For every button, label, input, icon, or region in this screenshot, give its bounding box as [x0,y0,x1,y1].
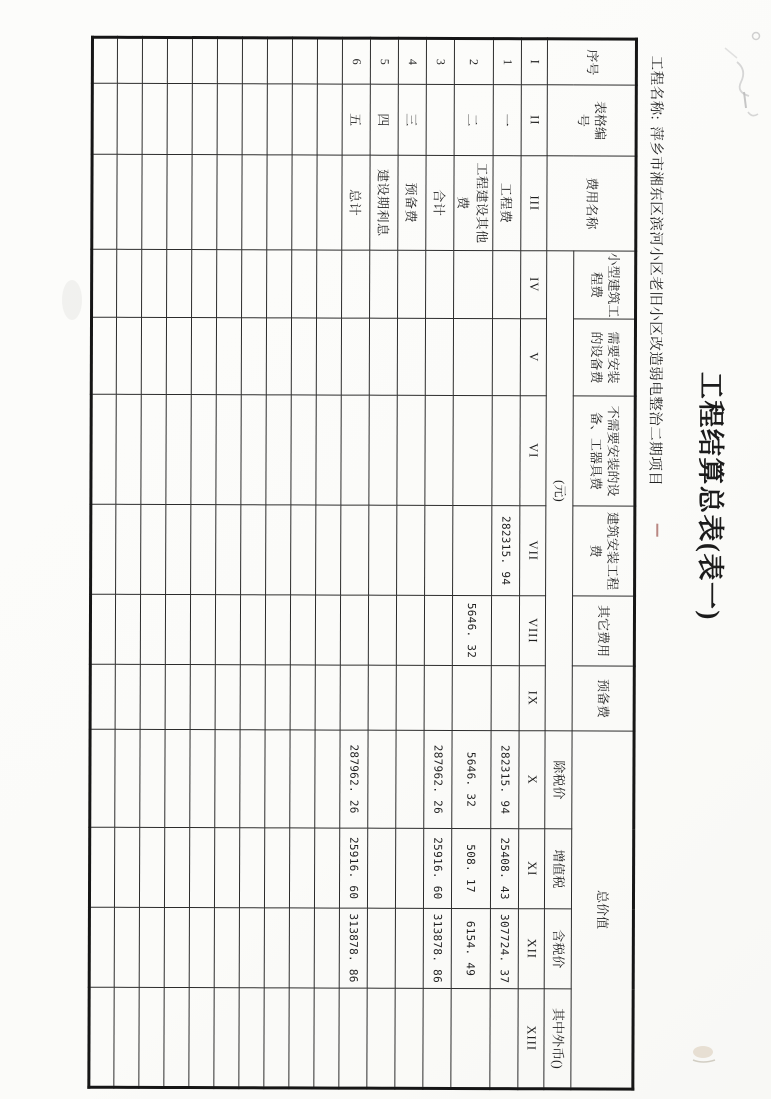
document-sheet [94,36,748,1090]
blank-row [239,38,268,1088]
cost-col-header-equipment-install: 需要安装 的设备费 [573,319,635,396]
cell-fee-name: 建设期利息 [370,155,398,250]
blank-row [164,37,193,1087]
cost-col-header-equipment-noninstall: 不需要安装的设 备、工器具费 [573,396,635,506]
page-title: 工程结算总表(表一) [694,371,726,621]
table-row [423,38,455,1088]
blank-row [214,38,243,1088]
table-row [339,38,371,1088]
roman-numeral-cell: V [520,319,546,396]
cell-serial: 5 [370,38,398,84]
cost-col-header-small-construction: 小型建筑工 程费 [574,251,636,319]
cell-value [369,395,397,505]
cell-form-code: 四 [370,84,398,155]
cell-value [454,250,493,318]
cell-value [397,505,425,595]
cell-value: 282315. 94 [491,731,519,829]
roman-numeral-cell: IV [521,251,547,319]
cell-value [342,250,370,318]
cell-value: 313878. 86 [339,908,367,988]
cell-value: 5646. 32 [452,595,491,665]
cell-value: 307724. 37 [490,909,518,989]
blank-row [139,37,168,1087]
cell-value: 282315. 94 [492,506,520,596]
cell-value [424,665,452,730]
cost-col-header-other-fees: 其它费用 [572,596,634,666]
settlement-table [87,36,638,1091]
cell-value: 313878. 86 [423,908,451,988]
cell-value [453,505,492,595]
cell-value: 508. 17 [451,828,490,908]
cell-value: 25408. 43 [490,829,518,909]
cell-value [367,828,395,908]
cell-value [395,988,423,1088]
cell-value [491,596,519,666]
roman-numeral-cell: VIII [519,596,545,666]
cell-serial: 3 [426,38,454,84]
cell-value: 287962. 26 [424,730,452,828]
cell-value: 5646. 32 [452,730,491,828]
cell-fee-name: 工程费 [493,156,521,251]
cell-value [395,828,423,908]
unit-yuan-cell: (元) [545,251,574,731]
blank-row [289,38,318,1088]
header-row-names [571,39,637,1089]
blank-row [89,37,118,1087]
cell-value [340,665,368,730]
cell-value [369,505,397,595]
cell-value [492,319,520,396]
roman-numeral-cell: VI [520,396,546,506]
roman-numeral-cell: II [521,85,547,156]
cell-value: 6154. 49 [451,908,490,988]
table-row [451,38,494,1088]
cell-value [453,395,492,505]
cell-value [396,730,424,828]
cell-fee-name: 合计 [426,155,454,250]
cell-form-code: 二 [454,84,493,155]
cell-value [426,250,454,318]
cell-value [425,395,453,505]
cell-value [396,595,424,665]
total-col-header-extax: 除税价 [545,731,572,829]
total-col-header-foreign: 其中外币() [544,989,571,1089]
roman-numeral-cell: IX [519,666,545,731]
cell-value: 25916. 60 [339,828,367,908]
serial-col-header: 序号 [547,39,636,85]
roman-numeral-cell: XIII [518,989,544,1089]
table-row [395,38,427,1088]
cost-col-header-reserve: 预备费 [572,666,634,731]
cell-serial: 1 [493,39,521,85]
roman-numeral-cell: VII [520,506,546,596]
cell-fee-name: 总计 [342,155,370,250]
cell-value [367,988,395,1088]
roman-numeral-cell: XI [518,829,544,909]
cell-value [367,908,395,988]
cell-value: 287962. 26 [340,730,368,828]
blank-row [189,38,218,1088]
roman-numeral-cell: I [521,39,547,85]
roman-numeral-cell: III [521,156,547,251]
cell-serial: 6 [342,38,370,84]
cell-value [451,988,490,1088]
blank-row [264,38,293,1088]
table-row [367,38,399,1088]
cell-serial: 2 [454,38,493,84]
table-row [490,39,522,1089]
form-code-col-header: 表格编 号 [547,85,636,156]
cell-value [397,395,425,505]
cell-value [397,318,425,395]
cell-value [341,318,369,395]
header-row-roman [518,39,548,1089]
cell-value [453,318,492,395]
cell-value [341,505,369,595]
roman-numeral-cell: X [519,731,545,829]
cell-value [368,595,396,665]
cell-value [493,251,521,319]
cell-value [368,730,396,828]
cell-value [492,396,520,506]
cell-form-code: 五 [342,84,370,155]
cell-value [452,665,491,730]
cell-value [425,318,453,395]
title-underline-mark [656,524,658,537]
cell-value [425,505,453,595]
cell-value [398,250,426,318]
cell-value: 25916. 60 [423,828,451,908]
project-name-line [645,56,668,487]
cell-value [341,395,369,505]
cell-value [340,595,368,665]
cell-value [424,595,452,665]
cell-value [423,988,451,1088]
blank-row [114,37,143,1087]
total-col-header-taxincl: 含税价 [544,909,571,989]
cell-value [395,908,423,988]
cell-form-code [426,84,454,155]
total-value-group-header: 总价值 [571,731,634,1089]
cell-value [490,989,518,1089]
cell-value [369,318,397,395]
cell-fee-name: 工程建设其他费 [454,155,493,250]
cost-col-header-construction-install: 建筑安装工程 费 [573,506,635,596]
cell-serial: 4 [398,38,426,84]
cell-value [370,250,398,318]
project-name-label: 工程名称: [647,55,664,121]
cell-form-code: 三 [398,84,426,155]
cell-value [491,666,519,731]
project-name-value: 萍乡市湘东区滨河小区老旧小区改造弱电整治二期项目 [646,126,664,487]
roman-numeral-cell: XII [518,909,544,989]
cell-value [396,665,424,730]
fee-name-col-header: 费用名称 [547,156,636,251]
cell-form-code: 一 [493,85,521,156]
cell-value [339,988,367,1088]
cell-value [368,665,396,730]
blank-row [314,38,343,1088]
total-col-header-vat: 增值税 [544,829,571,909]
cell-fee-name: 预备费 [398,155,426,250]
